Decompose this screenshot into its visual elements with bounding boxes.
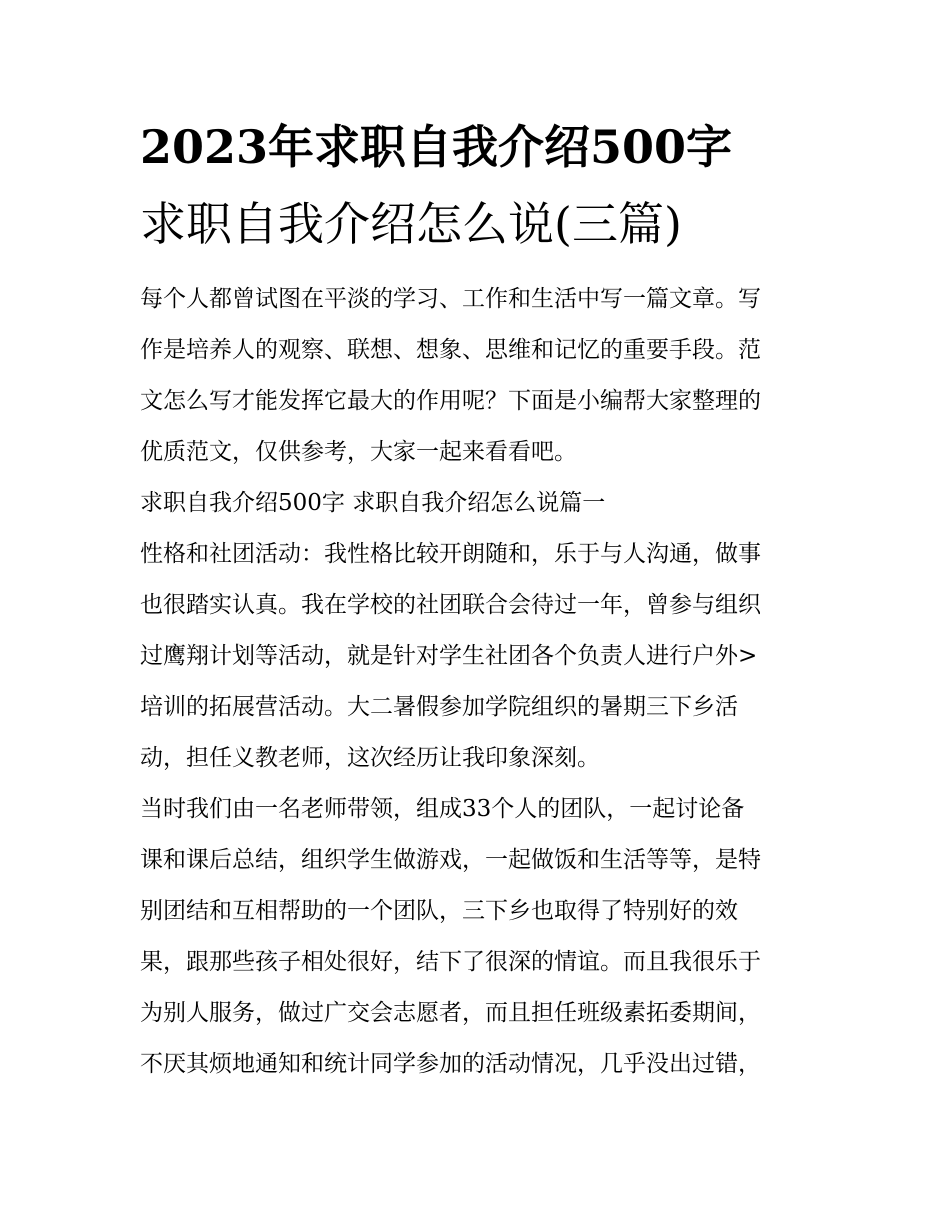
body-line: 优质范文，仅供参考，大家一起来看看吧。 [140, 439, 577, 465]
body-line: 动，担任义教老师，这次经历让我印象深刻。 [140, 745, 600, 771]
document-title-line-1: 2023年求职自我介绍500字 [140, 120, 733, 174]
body-line: 作是培养人的观察、联想、想象、思维和记忆的重要手段。范 [140, 337, 761, 363]
section-heading: 求职自我介绍500字 求职自我介绍怎么说篇一 [140, 490, 606, 516]
document-title-line-2: 求职自我介绍怎么说(三篇) [140, 197, 682, 251]
body-line: 课和课后总结，组织学生做游戏，一起做饭和生活等等，是特 [140, 847, 761, 873]
body-line: 文怎么写才能发挥它最大的作用呢？下面是小编帮大家整理的 [140, 388, 761, 414]
body-line: 也很踏实认真。我在学校的社团联合会待过一年，曾参与组织 [140, 592, 761, 618]
document-body [140, 274, 820, 1090]
body-line: 为别人服务，做过广交会志愿者，而且担任班级素拓委期间， [140, 1000, 761, 1026]
body-line: 每个人都曾试图在平淡的学习、工作和生活中写一篇文章。写 [140, 286, 761, 312]
body-line: 培训的拓展营活动。大二暑假参加学院组织的暑期三下乡活 [140, 694, 738, 720]
body-line: 过鹰翔计划等活动，就是针对学生社团各个负责人进行户外> [140, 643, 758, 669]
body-line: 别团结和互相帮助的一个团队，三下乡也取得了特别好的效 [140, 898, 738, 924]
body-line: 性格和社团活动：我性格比较开朗随和，乐于与人沟通，做事 [140, 541, 761, 567]
body-line: 果，跟那些孩子相处很好，结下了很深的情谊。而且我很乐于 [140, 949, 761, 975]
body-line: 不厌其烦地通知和统计同学参加的活动情况，几乎没出过错， [140, 1051, 761, 1077]
body-line: 当时我们由一名老师带领，组成33个人的团队，一起讨论备 [140, 796, 745, 822]
